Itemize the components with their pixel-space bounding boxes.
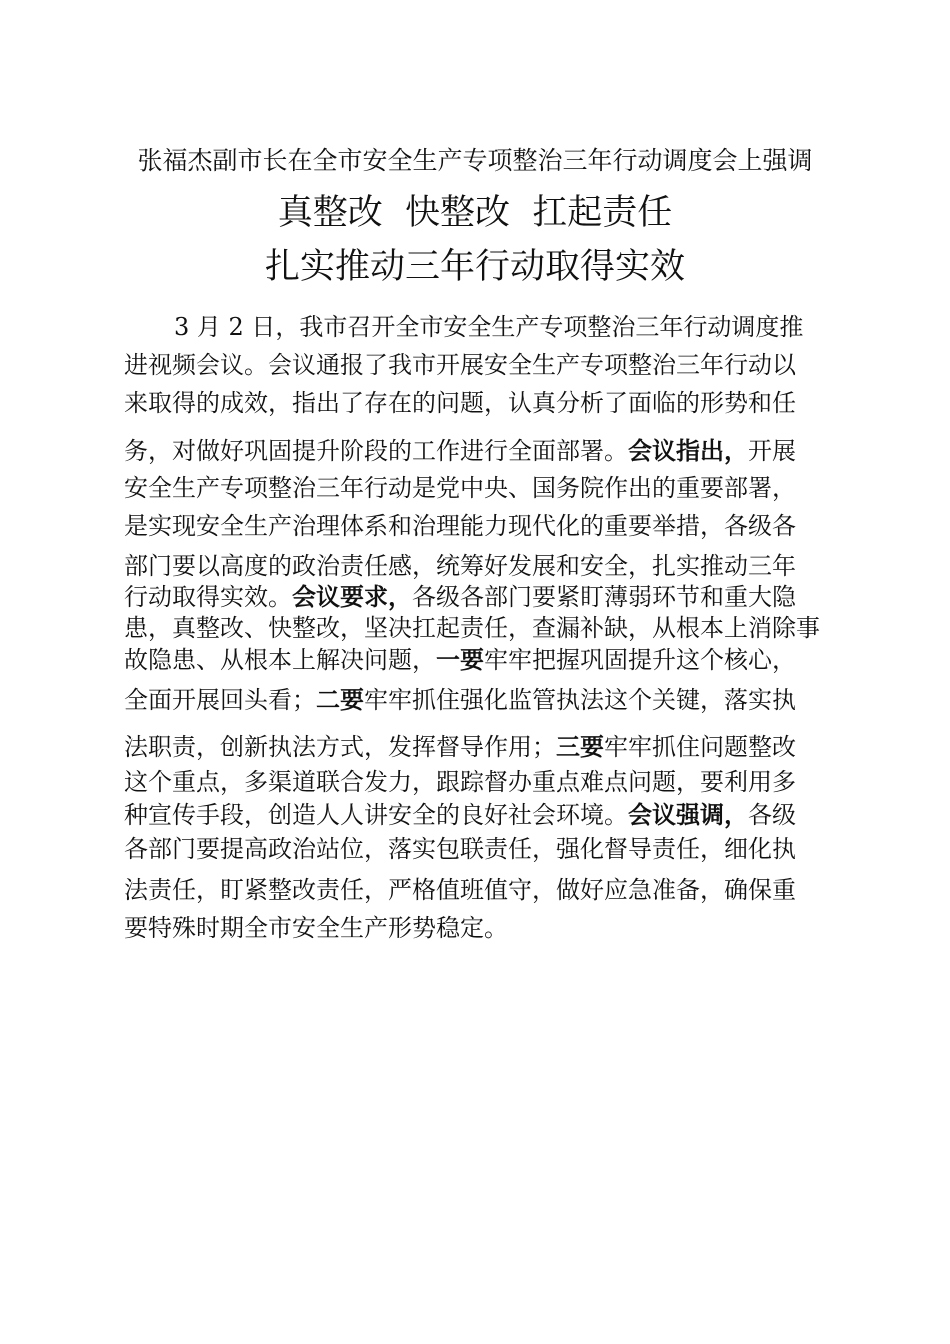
body-line: 要特殊时期全市安全生产形势稳定。 xyxy=(124,914,508,942)
body-text: 故隐患、从根本上解决问题， xyxy=(124,646,436,674)
body-text: 牢牢抓住问题整改 xyxy=(604,733,796,761)
body-line xyxy=(124,581,796,613)
bold-phrase: 一要 xyxy=(436,646,484,674)
body-line: 3 月 2 日，我市召开全市安全生产专项整治三年行动调度推 xyxy=(174,313,804,341)
body-line xyxy=(124,435,796,467)
body-text: 行动取得实效。 xyxy=(124,583,292,611)
body-line: 安全生产专项整治三年行动是党中央、国务院作出的重要部署， xyxy=(124,474,796,502)
body-text: 务，对做好巩固提升阶段的工作进行全面部署。 xyxy=(124,437,628,465)
body-line: 是实现安全生产治理体系和治理能力现代化的重要举措，各级各 xyxy=(124,512,796,540)
body-text: 各级 xyxy=(748,801,796,829)
body-line: 各部门要提高政治站位，落实包联责任，强化督导责任，细化执 xyxy=(124,835,796,863)
bold-phrase: 二要 xyxy=(316,686,364,714)
subheading: 张福杰副市长在全市安全生产专项整治三年行动调度会上强调 xyxy=(137,146,813,175)
body-line: 患，真整改、快整改，坚决扛起责任，查漏补缺，从根本上消除事 xyxy=(124,614,820,642)
body-text: 种宣传手段，创造人人讲安全的良好社会环境。 xyxy=(124,801,628,829)
body-line xyxy=(124,644,796,676)
bold-phrase: 三要 xyxy=(556,733,604,761)
bold-phrase: 会议要求， xyxy=(292,583,412,611)
body-line: 来取得的成效，指出了存在的问题，认真分析了面临的形势和任 xyxy=(124,389,796,417)
body-text: 法职责，创新执法方式，发挥督导作用； xyxy=(124,733,556,761)
body-line xyxy=(124,799,796,831)
body-text: 牢牢把握巩固提升这个核心， xyxy=(484,646,796,674)
body-line xyxy=(124,684,796,716)
body-line: 进视频会议。会议通报了我市开展安全生产专项整治三年行动以 xyxy=(124,351,796,379)
body-text: 开展 xyxy=(748,437,796,465)
bold-phrase: 会议指出， xyxy=(628,437,748,465)
body-line: 部门要以高度的政治责任感，统筹好发展和安全，扎实推动三年 xyxy=(124,552,796,580)
body-line xyxy=(124,731,796,763)
body-line: 这个重点，多渠道联合发力，跟踪督办重点难点问题，要利用多 xyxy=(124,768,796,796)
body-text: 各级各部门要紧盯薄弱环节和重大隐 xyxy=(412,583,796,611)
body-text: 牢牢抓住强化监管执法这个关键，落实执 xyxy=(364,686,796,714)
bold-phrase: 会议强调， xyxy=(628,801,748,829)
body-line: 法责任，盯紧整改责任，严格值班值守，做好应急准备，确保重 xyxy=(124,876,796,904)
body-text: 全面开展回头看； xyxy=(124,686,316,714)
headline-line-1: 真整改 快整改 扛起责任 xyxy=(277,193,673,233)
headline-line-2: 扎实推动三年行动取得实效 xyxy=(264,247,685,287)
